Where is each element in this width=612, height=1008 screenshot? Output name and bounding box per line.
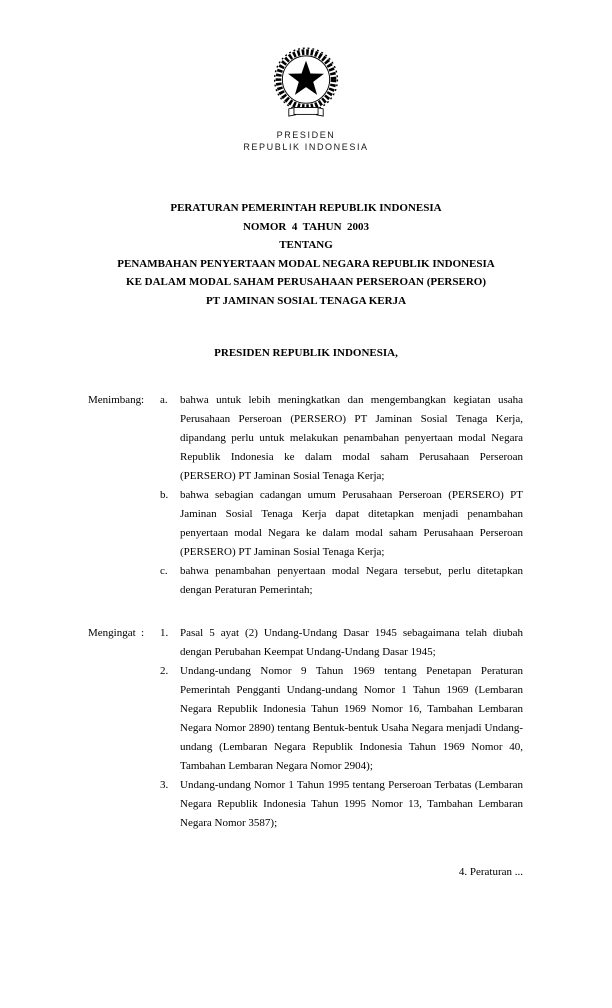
agency-name-line2: REPUBLIK INDONESIA — [243, 142, 369, 152]
list-item-marker: b. — [160, 489, 169, 501]
list-item-marker: c. — [160, 565, 168, 577]
mengingat-items — [160, 624, 523, 833]
list-item-text: Undang-undang Nomor 9 Tahun 1969 tentang Penetapan Peraturan Pemerintah Pengganti Undang-undang Nomor 1 Tahun 1969 (Lembaran Negara Republik Indonesia Tahun 1969 Nomor 16, Tambahan Lembaran Negara Nomor 2890) tentang Bentuk-bentuk Usaha Negara menjadi Undang-undang (Lembaran Negara Republik Indonesia Tahun 1969 Nomor 40, Tambahan Lembaran Negara Nomor 2904); — [180, 665, 523, 772]
title-line-subject-2: KE DALAM MODAL SAHAM PERUSAHAAN PERSEROAN (PERSERO) — [126, 276, 486, 288]
list-item — [160, 624, 523, 662]
clause-separator: : — [141, 627, 145, 639]
list-item-text: Undang-undang Nomor 1 Tahun 1995 tentang Perseroan Terbatas (Lembaran Negara Republik Indonesia Tahun 1995 Nomor 13, Tambahan Lembaran Negara Nomor 3587); — [180, 779, 523, 829]
list-item-text: bahwa untuk lebih meningkatkan dan mengembangkan kegiatan usaha Perusahaan Perseroan (PERSERO) PT Jaminan Sosial Tenaga Kerja, dipandang perlu untuk melakukan penambahan penyertaan modal Negara Republik Indonesia ke dalam modal saham Perusahaan Perseroan (PERSERO) PT Jaminan Sosial Tenaga Kerja; — [180, 394, 523, 482]
star-icon — [288, 61, 324, 95]
document-body — [88, 391, 523, 882]
list-item-text: bahwa sebagian cadangan umum Perusahaan Perseroan (PERSERO) PT Jaminan Sosial Tenaga Kerja dapat ditetapkan menjadi penambahan penyertaan modal Negara ke dalam modal saham Perusahaan Perseroan (PERSERO) PT Jaminan Sosial Tenaga Kerja; — [180, 489, 523, 558]
regulation-title-block — [0, 199, 612, 310]
salutation: PRESIDEN REPUBLIK INDONESIA, — [214, 347, 398, 359]
national-emblem-star-wreath-icon — [263, 40, 349, 126]
agency-name-line1: PRESIDEN — [276, 130, 336, 140]
list-item-marker: a. — [160, 394, 168, 406]
menimbang-items — [160, 391, 523, 600]
title-line-subject-1: PENAMBAHAN PENYERTAAN MODAL NEGARA REPUBLIK INDONESIA — [117, 257, 495, 270]
list-item — [160, 486, 523, 562]
list-item-marker: 3. — [160, 779, 169, 791]
title-line-tentang: TENTANG — [279, 239, 333, 251]
list-item-text: Pasal 5 ayat (2) Undang-Undang Dasar 1945 sebagaimana telah diubah dengan Perubahan Keempat Undang-Undang Dasar 1945; — [180, 627, 523, 658]
clause-separator: : — [141, 394, 145, 406]
list-item — [160, 776, 523, 833]
clause-label-menimbang: Menimbang — [88, 394, 142, 406]
list-item — [160, 562, 523, 600]
list-item — [160, 391, 523, 486]
emblem-ribbon — [289, 108, 323, 117]
clause-label-mengingat: Mengingat — [88, 627, 136, 639]
clause-mengingat — [88, 624, 523, 833]
title-line-number-year: NOMOR 4 TAHUN 2003 — [242, 220, 370, 233]
page-catchword: 4. Peraturan ... — [458, 866, 523, 878]
title-line-regulation: PERATURAN PEMERINTAH REPUBLIK INDONESIA — [170, 202, 442, 214]
list-item-text: bahwa penambahan penyertaan modal Negara tersebut, perlu ditetapkan dengan Peraturan Pemerintah; — [180, 565, 523, 596]
list-item-marker: 1. — [160, 627, 169, 639]
letterhead — [0, 0, 612, 153]
title-line-subject-3: PT JAMINAN SOSIAL TENAGA KERJA — [205, 294, 407, 307]
list-item-marker: 2. — [160, 665, 169, 677]
list-item — [160, 662, 523, 776]
clause-menimbang — [88, 391, 523, 600]
